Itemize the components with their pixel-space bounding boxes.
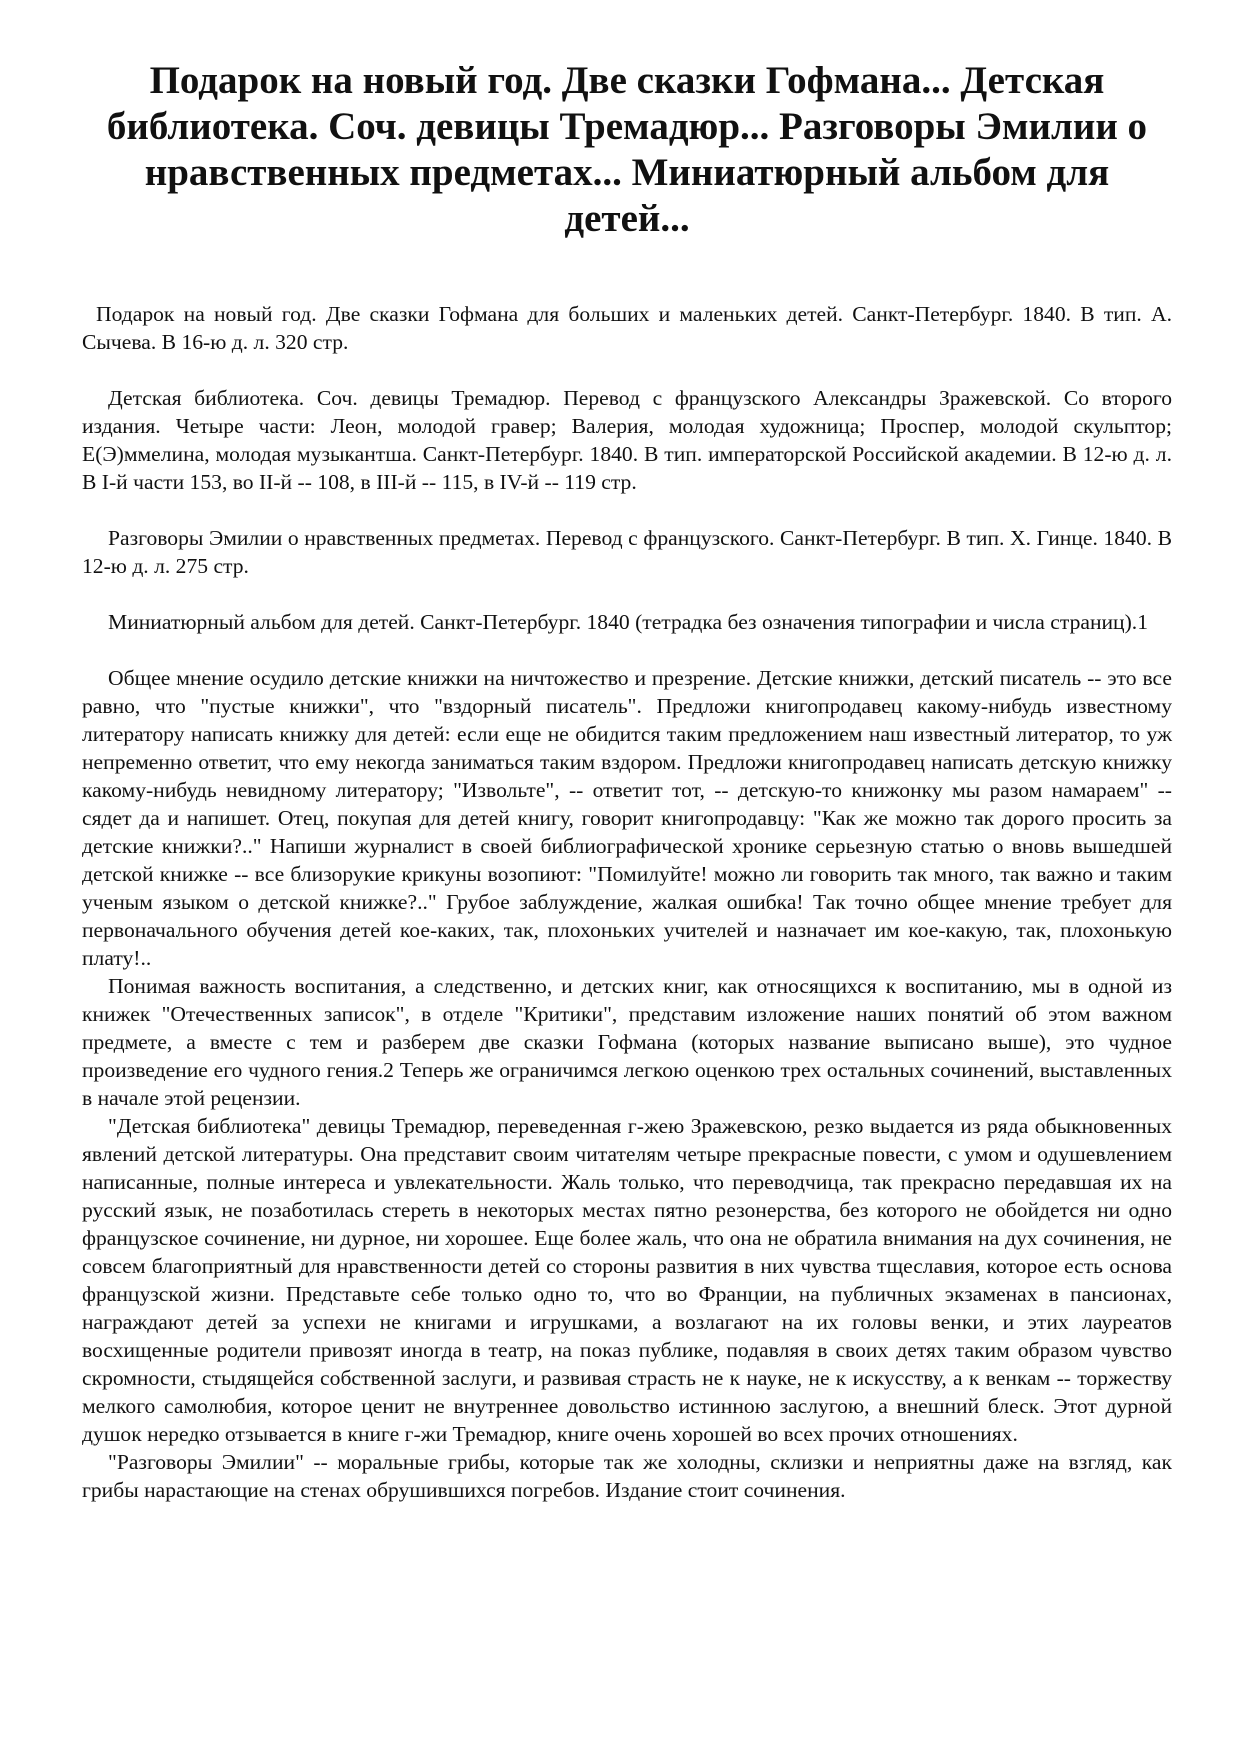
paragraph-gift-book: Подарок на новый год. Две сказки Гофмана для больших и маленьких детей. Санкт-Петербург. 1840. В тип. А. Сычева. В 16-ю д. л. 320 стр. bbox=[82, 302, 1172, 354]
paragraph-emilia-conversations: Разговоры Эмилии о нравственных предметах. Перевод с французского. Санкт-Петербург. В тип. Х. Гинце. 1840. В 12-ю д. л. 275 стр. bbox=[82, 526, 1172, 578]
document-title: Подарок на новый год. Две сказки Гофмана... Детская библиотека. Соч. девицы Тремадюр... Разговоры Эмилии о нравственных предметах... Миниатюрный альбом для детей... bbox=[106, 59, 1148, 240]
paragraph-general-opinion: Общее мнение осудило детские книжки на ничтожество и презрение. Детские книжки, детский писатель -- это все равно, что "пустые книжки", что "вздорный писатель". Предложи книгопродавец какому-нибудь известному литератору написать книжку для детей: если еще не обидится таким предложением наш известный литератор, то уж непременно ответит, что ему некогда заниматься таким вздором. Предложи книгопродавец написать детскую книжку какому-нибудь невидному литератору; "Извольте", -- ответит тот, -- детскую-то книжонку мы разом намараем" -- сядет да и напишет. Отец, покупая для детей книгу, говорит книгопродавцу: "Как же можно так дорого просить за детские книжки?.." Напиши журналист в своей библиографической хронике серьезную статью о вновь вышедшей детской книжке -- все близорукие крикуны возопиют: "Помилуйте! можно ли говорить так много, так важно и таким ученым языком о детской книжке?.." Грубое заблуждение, жалкая ошибка! Так точно общее мнение требует для первоначального обучения детей кое-каких, так, плохоньких учителей и назначает им кое-какую, так, плохонькую плату!.. bbox=[82, 666, 1172, 970]
paragraph-emilia-review: "Разговоры Эмилии" -- моральные грибы, которые так же холодны, склизки и неприятны даже на взгляд, как грибы нарастающие на стенах обрушившихся погребов. Издание стоит сочинения. bbox=[82, 1450, 1172, 1502]
paragraph-childrens-library: Детская библиотека. Соч. девицы Тремадюр. Перевод с французского Александры Зражевской. Со второго издания. Четыре части: Леон, молодой гравер; Валерия, молодая художница; Проспер, молодой скульптор; Е(Э)ммелина, молодая музыкантша. Санкт-Петербург. 1840. В тип. императорской Российской академии. В 12-ю д. л. В І-й части 153, во ІІ-й -- 108, в ІІІ-й -- 115, в IV-й -- 119 стр. bbox=[82, 386, 1172, 494]
paragraph-importance-of-education: Понимая важность воспитания, а следственно, и детских книг, как относящихся к воспитанию, мы в одной из книжек "Отечественных записок", в отделе "Критики", представим изложение наших понятий об этом важном предмете, а вместе с тем и разберем две сказки Гофмана (которых название выписано выше), это чудное произведение его чудного гения.2 Теперь же ограничимся легкою оценкою трех остальных сочинений, выставленных в начале этой рецензии. bbox=[82, 974, 1172, 1110]
paragraph-miniature-album: Миниатюрный альбом для детей. Санкт-Петербург. 1840 (тетрадка без означения типографии и числа страниц).1 bbox=[108, 610, 1148, 634]
paragraph-tremadure-review: "Детская библиотека" девицы Тремадюр, переведенная г-жею Зражевскою, резко выдается из ряда обыкновенных явлений детской литературы. Она представит своим читателям четыре прекрасные повести, с умом и одушевлением написанные, полные интереса и увлекательности. Жаль только, что переводчица, так прекрасно передавшая их на русский язык, не позаботилась стереть в некоторых местах пятно резонерства, без которого не обойдется ни одно французское сочинение, ни дурное, ни хорошее. Еще более жаль, что она не обратила внимания на дух сочинения, не совсем благоприятный для нравственности детей со стороны развития в них чувства тщеславия, которое есть основа французской жизни. Представьте себе только одно то, что во Франции, на публичных экзаменах в пансионах, награждают детей за успехи не книгами и игрушками, а возлагают на их головы венки, и этих лауреатов восхищенные родители привозят иногда в театр, на показ публике, подавляя в своих детях таким образом чувство скромности, стыдящейся собственной заслуги, и развивая страсть не к науке, не к искусству, а к венкам -- торжеству мелкого самолюбия, которое ценит не внутреннее довольство истинною заслугою, а внешний блеск. Этот дурной душок нередко отзывается в книге г-жи Тремадюр, книге очень хорошей во всех прочих отношениях. bbox=[82, 1114, 1172, 1446]
